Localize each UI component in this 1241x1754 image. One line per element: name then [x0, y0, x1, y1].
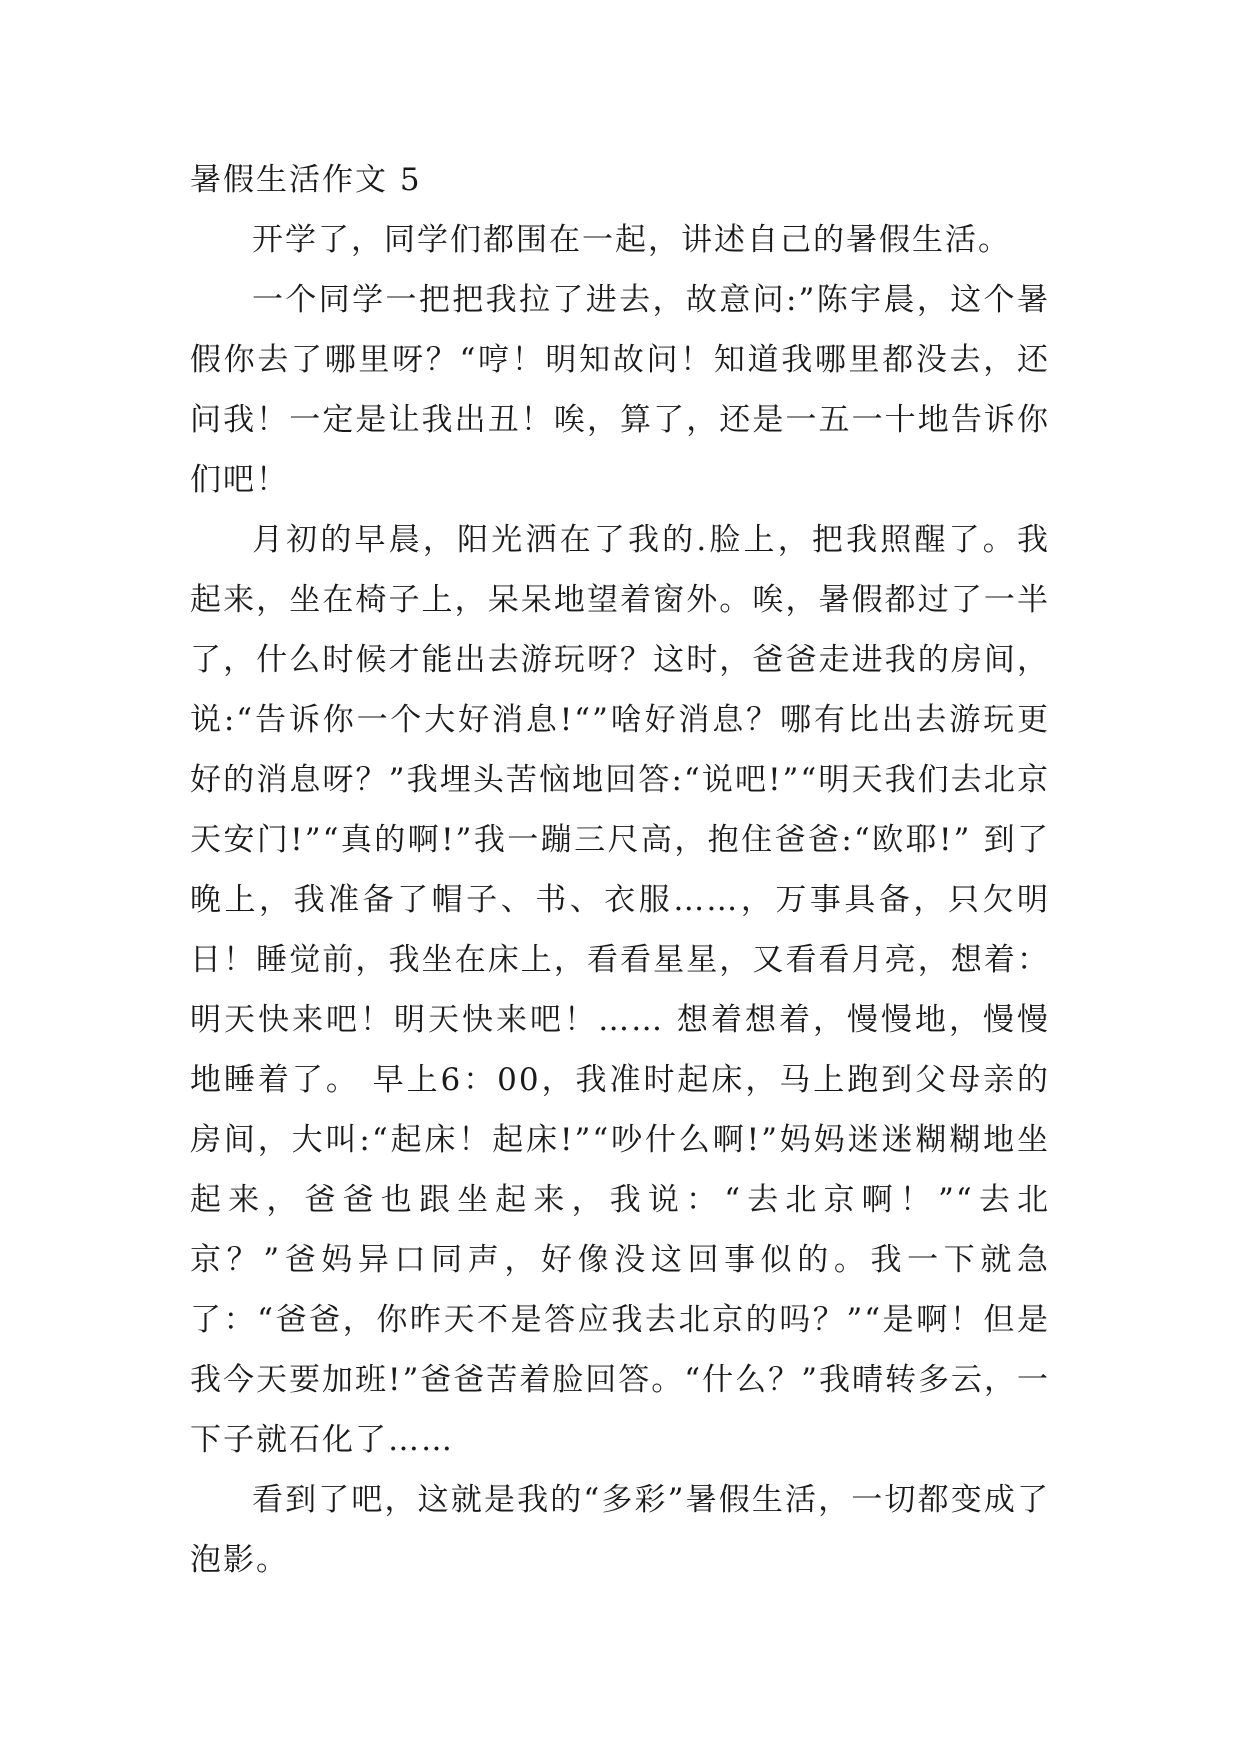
document-body [190, 150, 1050, 1590]
document-title: 暑假生活作文 5 [190, 162, 422, 198]
paragraph-3: 月初的早晨，阳光洒在了我的.脸上，把我照醒了。我起来，坐在椅子上，呆呆地望着窗外。唉，暑假都过了一半了，什么时候才能出去游玩呀？这时，爸爸走进我的房间，说:“告诉你一个大好消息!“”啥好消息？哪有比出去游玩更好的消息呀？”我埋头苦恼地回答:“说吧!”“明天我们去北京天安门!”“真的啊!”我一蹦三尺高，抱住爸爸:“欧耶!” 到了晚上，我准备了帽子、书、衣服……，万事具备，只欠明日！睡觉前，我坐在床上，看看星星，又看看月亮，想着：明天快来吧！明天快来吧！…… 想着想着，慢慢地，慢慢地睡着了。 早上6：00，我准时起床，马上跑到父母亲的房间，大叫:“起床！起床!”“吵什么啊!”妈妈迷迷糊糊地坐起来，爸爸也跟坐起来，我说：“去北京啊！”“去北京？”爸妈异口同声，好像没这回事似的。我一下就急了：“爸爸，你昨天不是答应我去北京的吗？”“是啊！但是我今天要加班!”爸爸苦着脸回答。“什么？”我晴转多云，一下子就石化了…… [190, 522, 1050, 1458]
paragraph-1: 开学了，同学们都围在一起，讲述自己的暑假生活。 [252, 222, 1011, 258]
paragraph-4: 看到了吧，这就是我的“多彩”暑假生活，一切都变成了泡影。 [190, 1482, 1050, 1578]
paragraph-2: 一个同学一把把我拉了进去，故意问:”陈宇晨，这个暑假你去了哪里呀？“哼！明知故问！知道我哪里都没去，还问我！一定是让我出丑！唉，算了，还是一五一十地告诉你们吧！ [190, 282, 1050, 498]
